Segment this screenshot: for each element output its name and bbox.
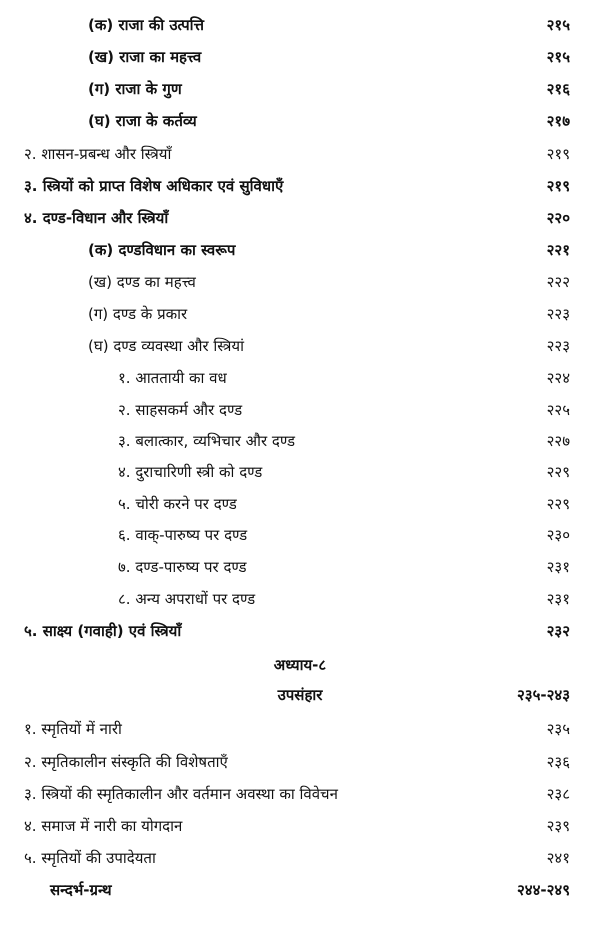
toc-entry-page: २३८ xyxy=(546,785,570,803)
toc-entry xyxy=(0,457,600,487)
toc-entry xyxy=(0,363,600,393)
toc-entry-label: (घ) दण्ड व्यवस्था और स्त्रियां xyxy=(88,337,244,355)
toc-entry-label: (ग) दण्ड के प्रकार xyxy=(88,305,188,323)
toc-entry xyxy=(0,843,600,873)
toc-entry-page: २३१ xyxy=(546,558,570,576)
chapter-heading: अध्याय-८ xyxy=(273,656,327,674)
toc-entry xyxy=(0,616,600,646)
toc-entry xyxy=(0,747,600,777)
references-row xyxy=(0,875,600,905)
toc-entry-label: २. स्मृतिकालीन संस्कृति की विशेषताएँ xyxy=(24,753,228,771)
toc-entry-label: (ख) राजा का महत्त्व xyxy=(88,48,202,66)
toc-entry xyxy=(0,779,600,809)
toc-entry-label: ४. दुराचारिणी स्त्री को दण्ड xyxy=(118,463,263,481)
toc-entry-page: २२३ xyxy=(546,305,570,323)
toc-entry-page: २२७ xyxy=(546,432,570,450)
toc-entry-label: ४. समाज में नारी का योगदान xyxy=(24,817,183,835)
toc-entry-label: ३. बलात्कार, व्यभिचार और दण्ड xyxy=(118,432,296,450)
toc-entry-page: २१६ xyxy=(546,80,570,98)
toc-entry-page: २३५ xyxy=(546,720,570,738)
toc-entry xyxy=(0,42,600,72)
toc-entry xyxy=(0,426,600,456)
toc-entry-page: २३० xyxy=(546,526,570,544)
toc-entry-label: ५. स्मृतियों की उपादेयता xyxy=(24,849,156,867)
toc-entry-page: २२० xyxy=(546,209,570,227)
toc-entry-page: २२१ xyxy=(546,241,570,259)
toc-entry xyxy=(0,299,600,329)
toc-entry-label: २. शासन-प्रबन्ध और स्त्रियाँ xyxy=(24,145,172,163)
toc-entry-label: ३. स्त्रियों को प्राप्त विशेष अधिकार एवं सुविधाएँ xyxy=(24,177,284,195)
toc-entry xyxy=(0,584,600,614)
toc-entry-label: ४. दण्ड-विधान और स्त्रियाँ xyxy=(24,209,169,227)
toc-entry-label: १. आततायी का वध xyxy=(118,369,227,387)
toc-entry-page: २३२ xyxy=(546,622,570,640)
toc-entry-label: (घ) राजा के कर्तव्य xyxy=(88,112,197,130)
toc-entry-label: ५. चोरी करने पर दण्ड xyxy=(118,495,237,513)
toc-entry xyxy=(0,267,600,297)
toc-entry xyxy=(0,10,600,40)
toc-entry-page: २१९ xyxy=(546,177,570,195)
toc-entry-page: २३१ xyxy=(546,590,570,608)
toc-entry-label: २. साहसकर्म और दण्ड xyxy=(118,401,243,419)
toc-entry xyxy=(0,171,600,201)
toc-entry xyxy=(0,235,600,265)
toc-entry-label: (क) राजा की उत्पत्ति xyxy=(88,16,204,34)
toc-entry-label: १. स्मृतियों में नारी xyxy=(24,720,122,738)
toc-entry-label: (ख) दण्ड का महत्त्व xyxy=(88,273,196,291)
toc-entry xyxy=(0,331,600,361)
toc-entry xyxy=(0,395,600,425)
toc-entry-page: २२३ xyxy=(546,337,570,355)
toc-entry-label: ३. स्त्रियों की स्मृतिकालीन और वर्तमान अवस्था का विवेचन xyxy=(24,785,338,803)
toc-entry-page: २१९ xyxy=(546,145,570,163)
toc-entry xyxy=(0,74,600,104)
toc-entry-page: २१५ xyxy=(546,16,570,34)
toc-entry-page: २३६ xyxy=(546,753,570,771)
toc-entry xyxy=(0,489,600,519)
toc-entry-label: ८. अन्य अपराधों पर दण्ड xyxy=(118,590,256,608)
references-label: सन्दर्भ-ग्रन्थ xyxy=(50,881,112,899)
chapter-title-row xyxy=(0,680,600,710)
toc-entry-page: २१७ xyxy=(546,112,570,130)
chapter-page-range: २३५-२४३ xyxy=(516,686,570,704)
toc-entry-page: २२२ xyxy=(546,273,570,291)
toc-entry xyxy=(0,714,600,744)
toc-entry xyxy=(0,106,600,136)
toc-entry-label: ६. वाक्-पारुष्य पर दण्ड xyxy=(118,526,248,544)
toc-entry xyxy=(0,139,600,169)
toc-entry-label: (क) दण्डविधान का स्वरूप xyxy=(88,241,236,259)
toc-entry-page: २२५ xyxy=(546,401,570,419)
toc-entry-page: २२४ xyxy=(546,369,570,387)
toc-entry xyxy=(0,811,600,841)
toc-entry xyxy=(0,552,600,582)
toc-entry-page: २३९ xyxy=(546,817,570,835)
toc-entry-label: ७. दण्ड-पारुष्य पर दण्ड xyxy=(118,558,247,576)
toc-entry-page: २२९ xyxy=(546,463,570,481)
references-page-range: २४४-२४९ xyxy=(516,881,570,899)
toc-entry-label: ५. साक्ष्य (गवाही) एवं स्त्रियाँ xyxy=(24,622,182,640)
toc-entry-page: २४१ xyxy=(546,849,570,867)
toc-entry xyxy=(0,520,600,550)
toc-entry-page: २१५ xyxy=(546,48,570,66)
toc-entry-label: (ग) राजा के गुण xyxy=(88,80,182,98)
toc-entry xyxy=(0,203,600,233)
chapter-title: उपसंहार xyxy=(277,686,323,704)
toc-entry-page: २२९ xyxy=(546,495,570,513)
